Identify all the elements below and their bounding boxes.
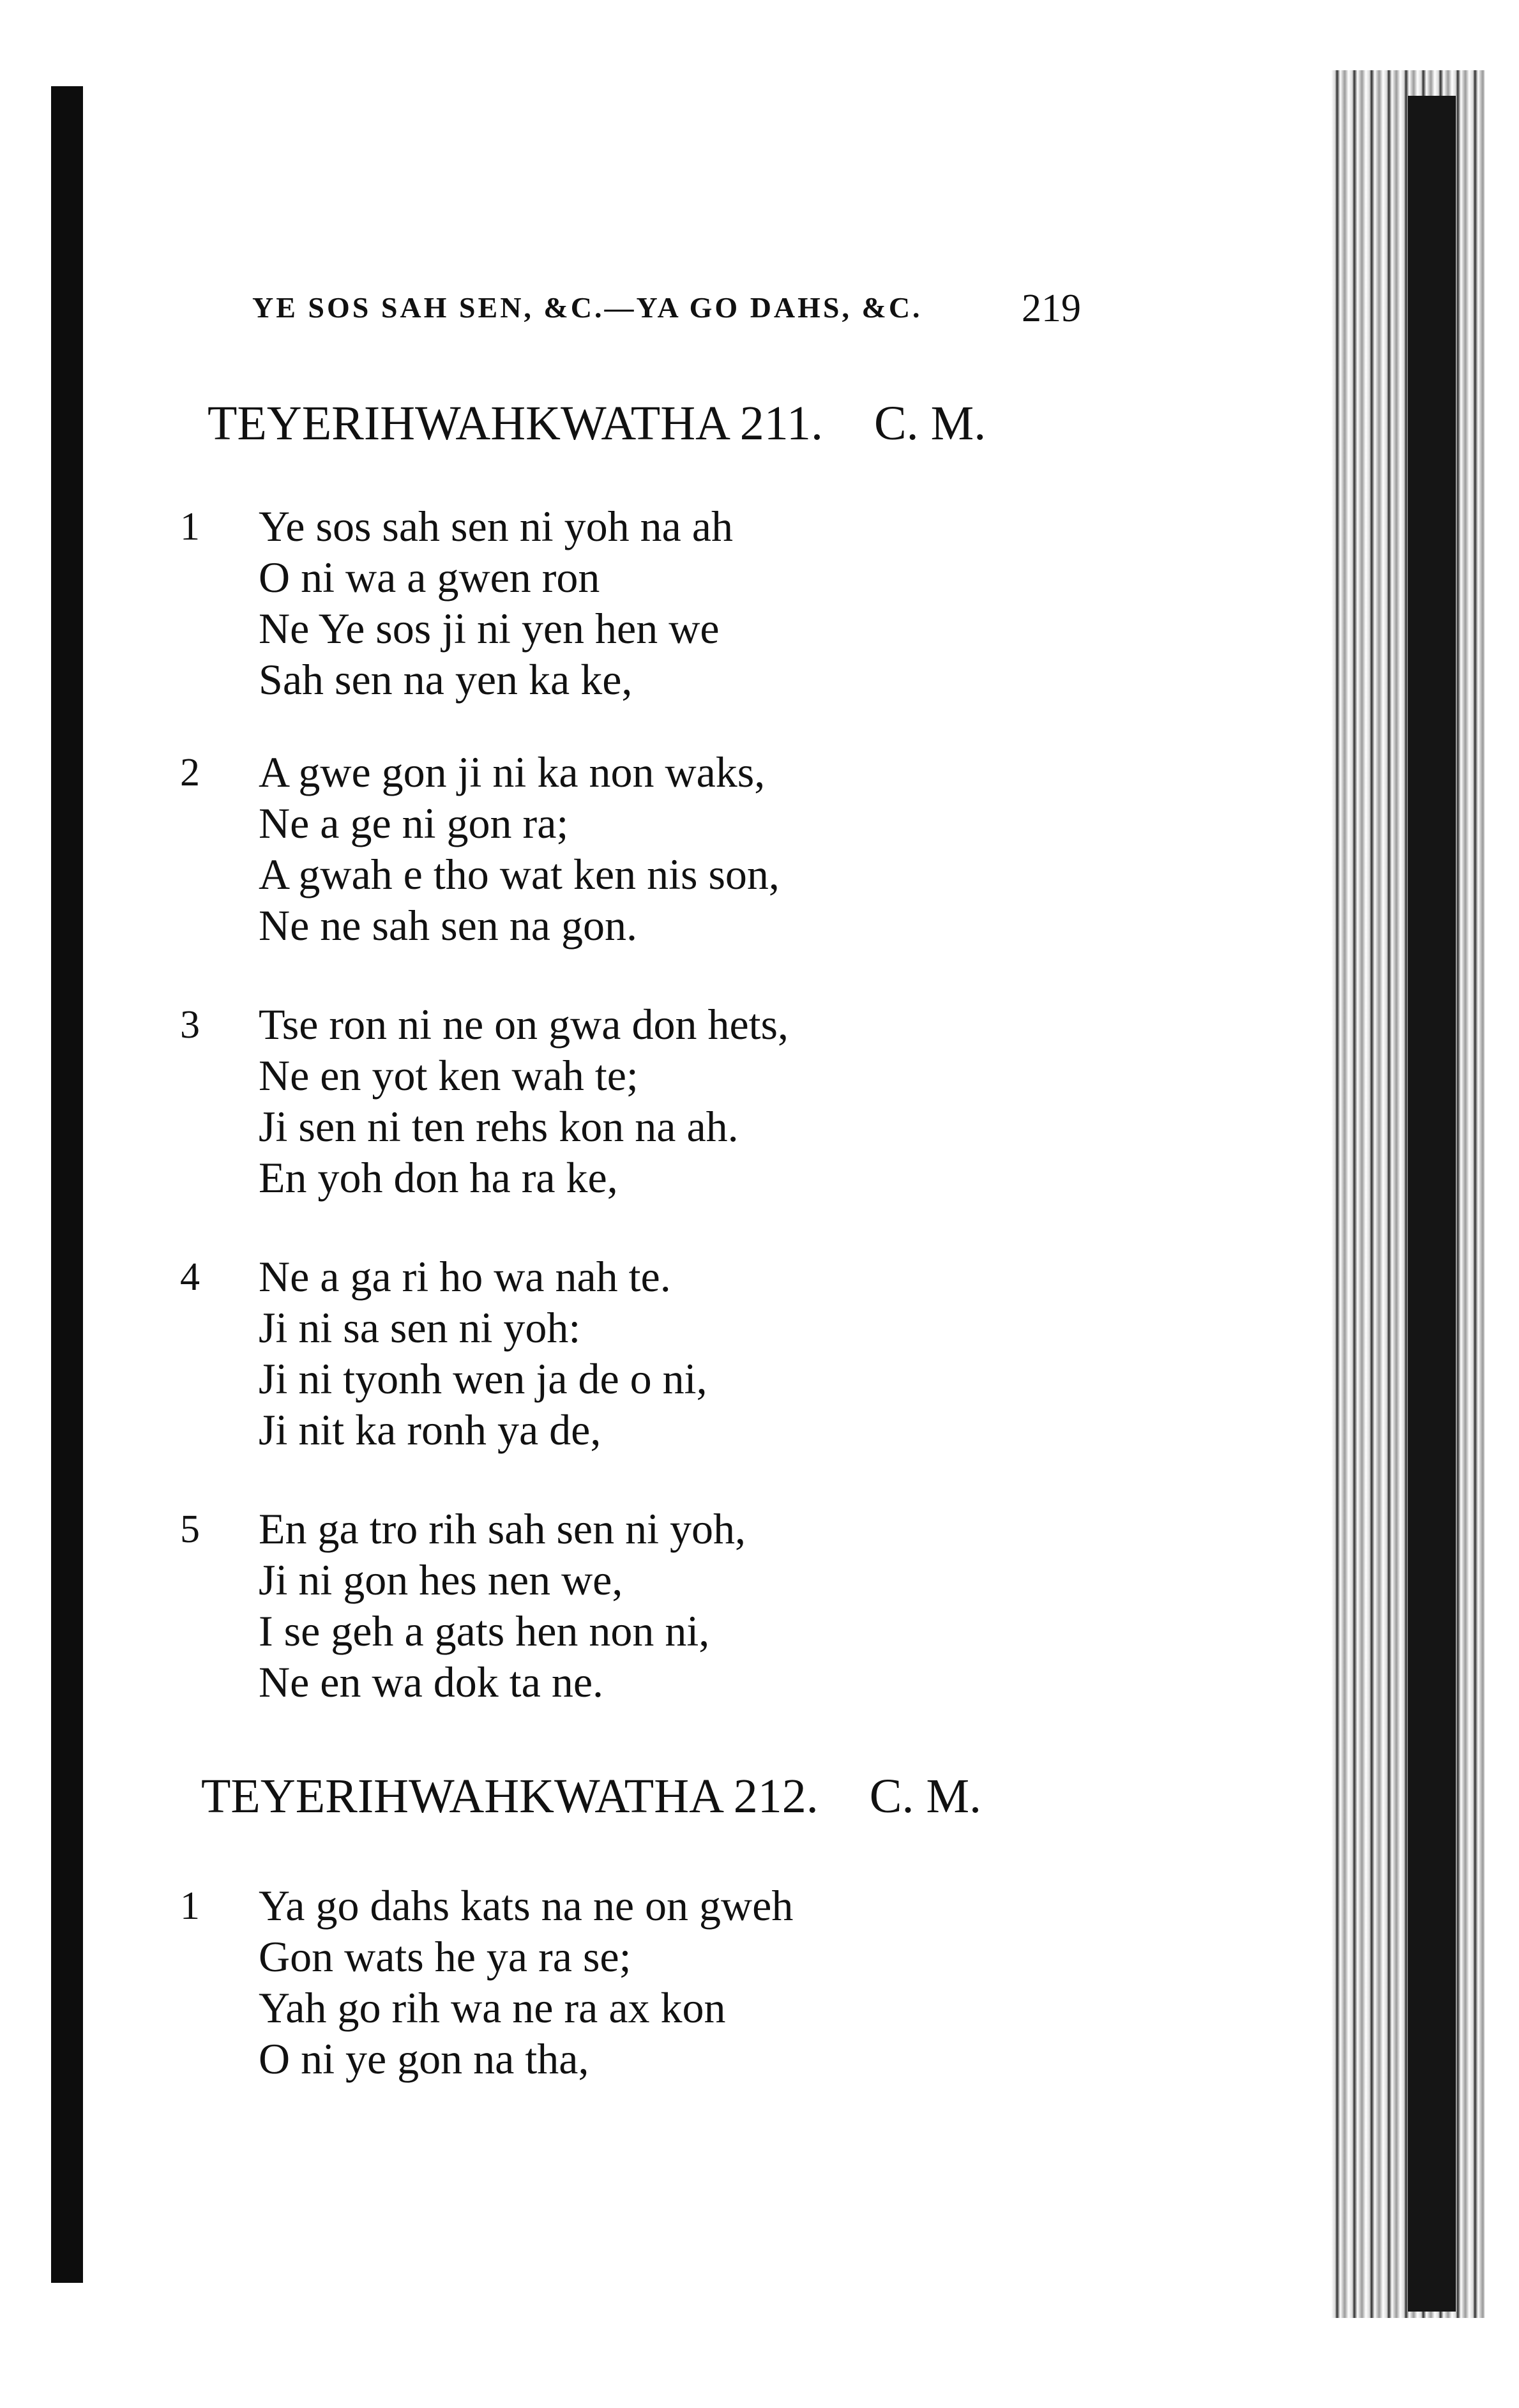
verse-number: 2 — [180, 751, 200, 794]
hymn-meter: C. M. — [869, 1769, 982, 1823]
verse-line: Ne en yot ken wah te; — [259, 1051, 639, 1100]
verse-number: 1 — [180, 1884, 200, 1928]
verse-line: I se geh a gats hen non ni, — [259, 1607, 710, 1655]
running-head: YE SOS SAH SEN, &C.—YA GO DAHS, &C. — [252, 291, 923, 324]
hymn-heading — [208, 396, 986, 451]
verse-line: Ne en wa dok ta ne. — [259, 1658, 604, 1706]
hymn-title: TEYERIHWAHKWATHA 211. — [208, 397, 823, 450]
verse-line: Ne a ge ni gon ra; — [259, 799, 569, 847]
verse-line: Ne Ye sos ji ni yen hen we — [259, 604, 720, 653]
verse-line: Sah sen na yen ka ke, — [259, 655, 633, 704]
verse-line: Gon wats he ya ra se; — [259, 1932, 631, 1981]
verse-line: O ni ye gon na tha, — [259, 2034, 589, 2083]
verse-line: Ji ni sa sen ni yoh: — [259, 1303, 581, 1352]
verse-number: 3 — [180, 1003, 200, 1047]
verse-line: Ya go dahs kats na ne on gweh — [259, 1881, 794, 1930]
page-number: 219 — [1022, 287, 1081, 330]
verse-number: 5 — [180, 1508, 200, 1551]
verse-line: Tse ron ni ne on gwa don hets, — [259, 1000, 789, 1049]
verse-line: Ji nit ka ronh ya de, — [259, 1405, 601, 1454]
verse-line: Ji ni tyonh wen ja de o ni, — [259, 1354, 707, 1403]
verse-line: En ga tro rih sah sen ni yoh, — [259, 1504, 746, 1553]
verse-line: A gwah e tho wat ken nis son, — [259, 850, 780, 898]
hymn-heading — [201, 1769, 981, 1824]
hymn-meter: C. M. — [873, 397, 986, 450]
hymn-title: TEYERIHWAHKWATHA 212. — [201, 1769, 819, 1823]
right-page-edge-shadow — [1408, 96, 1456, 2312]
verse-line: Ne a ga ri ho wa nah te. — [259, 1252, 671, 1301]
verse-line: En yoh don ha ra ke, — [259, 1153, 618, 1202]
verse-line: Yah go rih wa ne ra ax kon — [259, 1983, 726, 2032]
verse-line: A gwe gon ji ni ka non waks, — [259, 748, 766, 796]
left-binding-shadow — [51, 86, 83, 2283]
verse-line: O ni wa a gwen ron — [259, 553, 600, 602]
verse-line: Ne ne sah sen na gon. — [259, 901, 637, 950]
verse-number: 4 — [180, 1255, 200, 1299]
verse-line: Ye sos sah sen ni yoh na ah — [259, 502, 733, 550]
verse-line: Ji sen ni ten rehs kon na ah. — [259, 1102, 739, 1151]
verse-number: 1 — [180, 505, 200, 549]
verse-line: Ji ni gon hes nen we, — [259, 1556, 623, 1604]
